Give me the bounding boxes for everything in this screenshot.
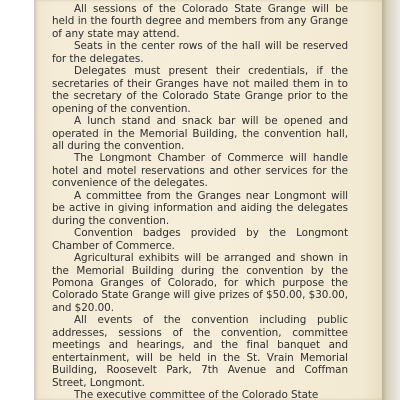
paragraph-seats: Seats in the center rows of the hall will be reserved for the delegates. <box>52 40 348 65</box>
document-body <box>52 3 348 400</box>
page-margin-left <box>0 0 34 400</box>
page-edge-right <box>382 0 400 400</box>
paragraph-lunch-stand: A lunch stand and snack bar will be opened and operated in the Memorial Building, the convention hall, all during the convention. <box>52 115 348 152</box>
paragraph-events: All events of the convention including public addresses, sessions of the convention, committee meetings and hearings, and the final banquet and entertainment, will be held in the St. Vrain Memorial Building, Roosevelt Park, 7th Avenue and Coffman Street, Longmont. <box>52 314 348 389</box>
paragraph-committee: A committee from the Granges near Longmont will be active in giving information and aiding the delegates during the convention. <box>52 189 348 227</box>
paragraph-badges: Convention badges provided by the Longmont Chamber of Commerce. <box>52 227 348 252</box>
paragraph-executive-committee: The executive committee of the Colorado State <box>74 389 319 400</box>
paragraph-exhibits: Agricultural exhibits will be arranged and shown in the Memorial Building during the convention by the Pomona Granges of Colorado, for which purpose the Colorado State Grange will give prizes of $50.00, $30.00, and $20.00. <box>52 252 348 314</box>
paragraph-chamber-of-commerce: The Longmont Chamber of Commerce will handle hotel and motel reservations and other services for the convenience of the delegates. <box>52 152 348 190</box>
paragraph-credentials: Delegates must present their credentials, if the secretaries of their Granges have not mailed them in to the secretary of the Colorado State Grange prior to the opening of the convention. <box>52 65 348 115</box>
paragraph-sessions: All sessions of the Colorado State Grange will be held in the fourth degree and members from any Grange of any state may attend. <box>52 3 348 40</box>
